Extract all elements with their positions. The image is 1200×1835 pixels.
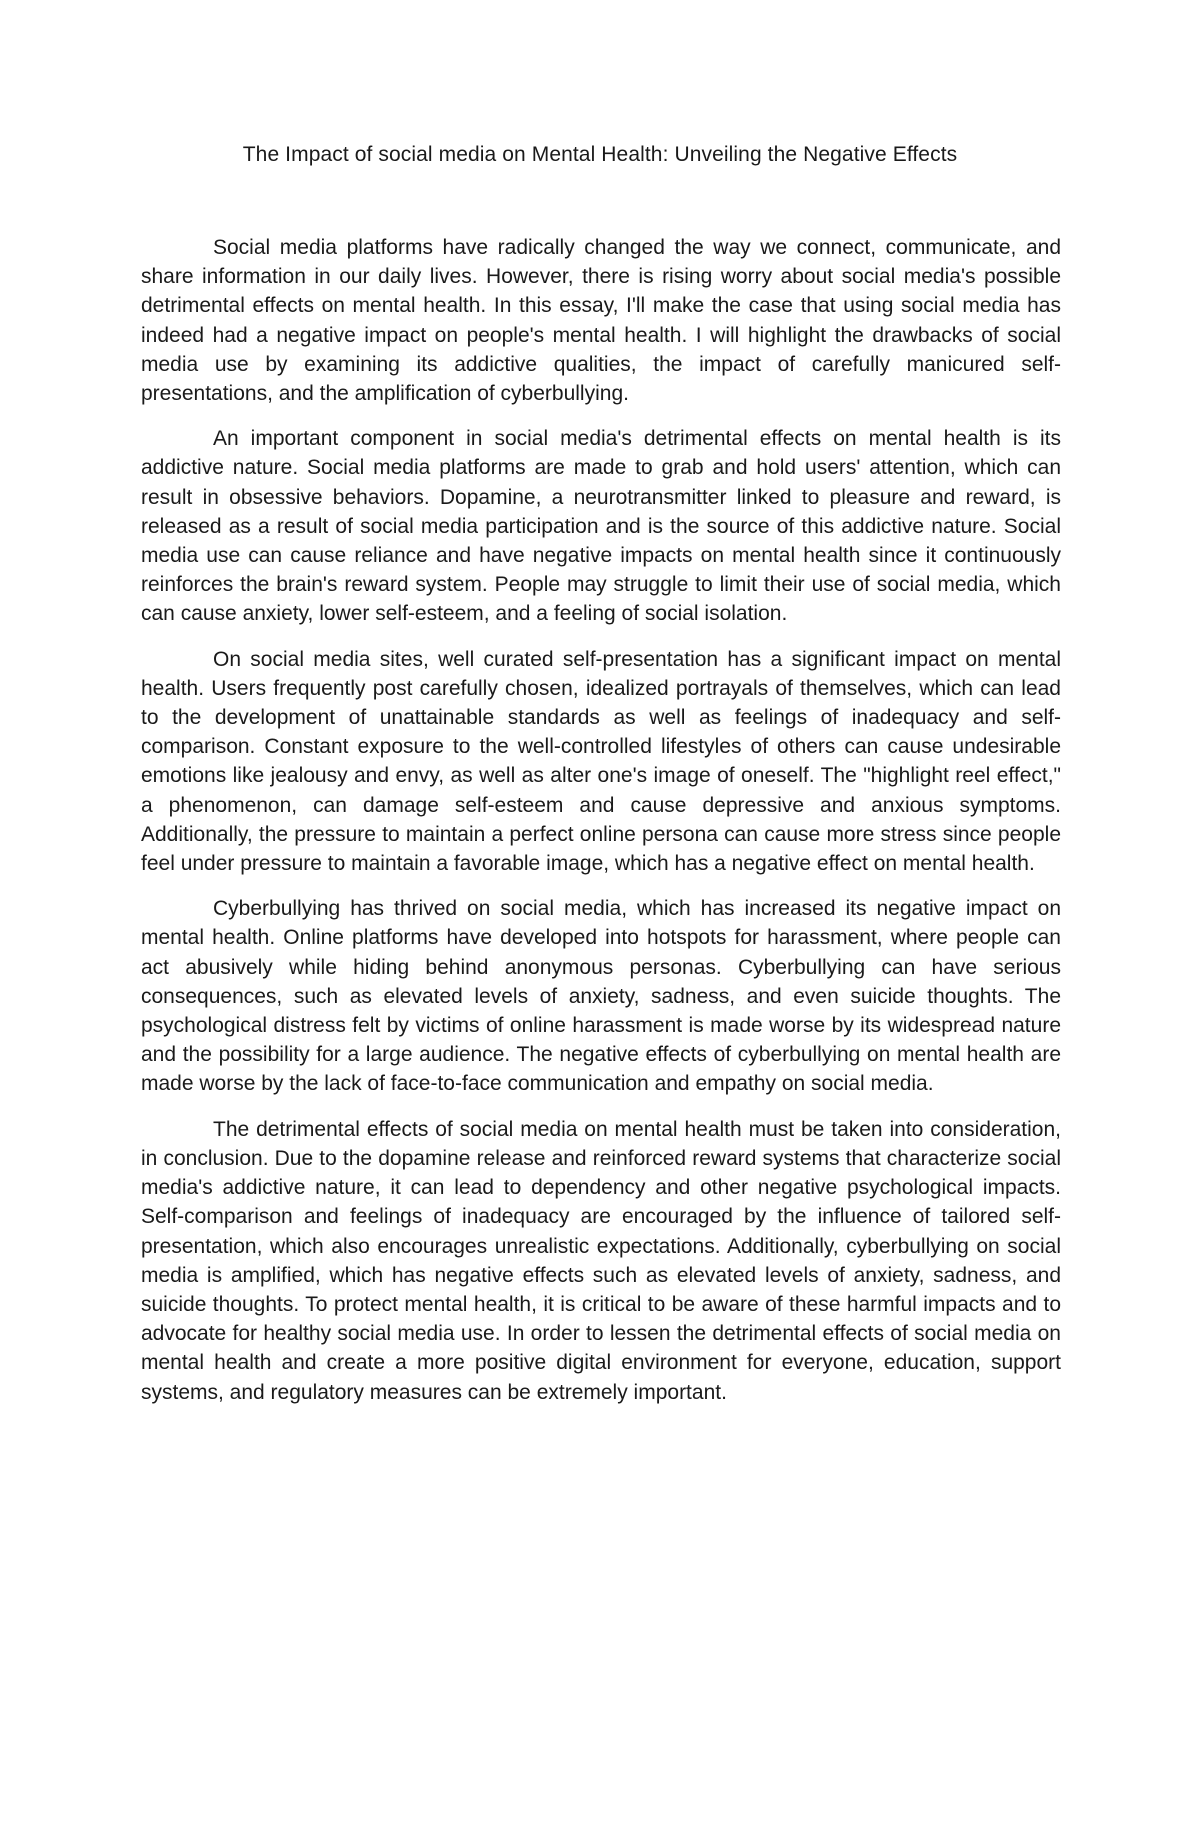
document-title: The Impact of social media on Mental Health: Unveiling the Negative Effects [242,143,958,166]
paragraph-conclusion: The detrimental effects of social media on mental health must be taken into consideration, in conclusion. Due to the dopamine release and reinforced reward systems that characterize social media's addictive nature, it can lead to dependency and other negative psychological impacts. Self-comparison and feelings of inadequacy are encouraged by the influence of tailored self-presentation, which also encourages unrealistic expectations. Additionally, cyberbullying on social media is amplified, which has negative effects such as elevated levels of anxiety, sadness, and suicide thoughts. To protect mental health, it is critical to be aware of these harmful impacts and to advocate for healthy social media use. In order to lessen the detrimental effects of social media on mental health and create a more positive digital environment for everyone, education, support systems, and regulatory measures can be extremely important. [141,1117,1061,1404]
paragraph-addictive-nature: An important component in social media's detrimental effects on mental health is its addictive nature. Social media platforms are made to grab and hold users' attention, which can result in obsessive behaviors. Dopamine, a neurotransmitter linked to pleasure and reward, is released as a result of social media participation and is the source of this addictive nature. Social media use can cause reliance and have negative impacts on mental health since it continuously reinforces the brain's reward system. People may struggle to limit their use of social media, which can cause anxiety, lower self-esteem, and a feeling of social isolation. [141,427,1061,626]
paragraph-introduction: Social media platforms have radically changed the way we connect, communicate, and share information in our daily lives. However, there is rising worry about social media's possible detrimental effects on mental health. In this essay, I'll make the case that using social media has indeed had a negative impact on people's mental health. I will highlight the drawbacks of social media use by examining its addictive qualities, the impact of carefully manicured self-presentations, and the amplification of cyberbullying. [141,236,1061,406]
document-body [141,233,1061,1423]
paragraph-cyberbullying: Cyberbullying has thrived on social media, which has increased its negative impact on mental health. Online platforms have developed into hotspots for harassment, where people can act abusively while hiding behind anonymous personas. Cyberbullying can have serious consequences, such as elevated levels of anxiety, sadness, and even suicide thoughts. The psychological distress felt by victims of online harassment is made worse by its widespread nature and the possibility for a large audience. The negative effects of cyberbullying on mental health are made worse by the lack of face-to-face communication and empathy on social media. [141,897,1061,1096]
paragraph-self-presentation: On social media sites, well curated self-presentation has a significant impact on mental health. Users frequently post carefully chosen, idealized portrayals of themselves, which can lead to the development of unattainable standards as well as feelings of inadequacy and self-comparison. Constant exposure to the well-controlled lifestyles of others can cause undesirable emotions like jealousy and envy, as well as alter one's image of oneself. The "highlight reel effect," a phenomenon, can damage self-esteem and cause depressive and anxious symptoms. Additionally, the pressure to maintain a perfect online persona can cause more stress since people feel under pressure to maintain a favorable image, which has a negative effect on mental health. [141,647,1061,876]
